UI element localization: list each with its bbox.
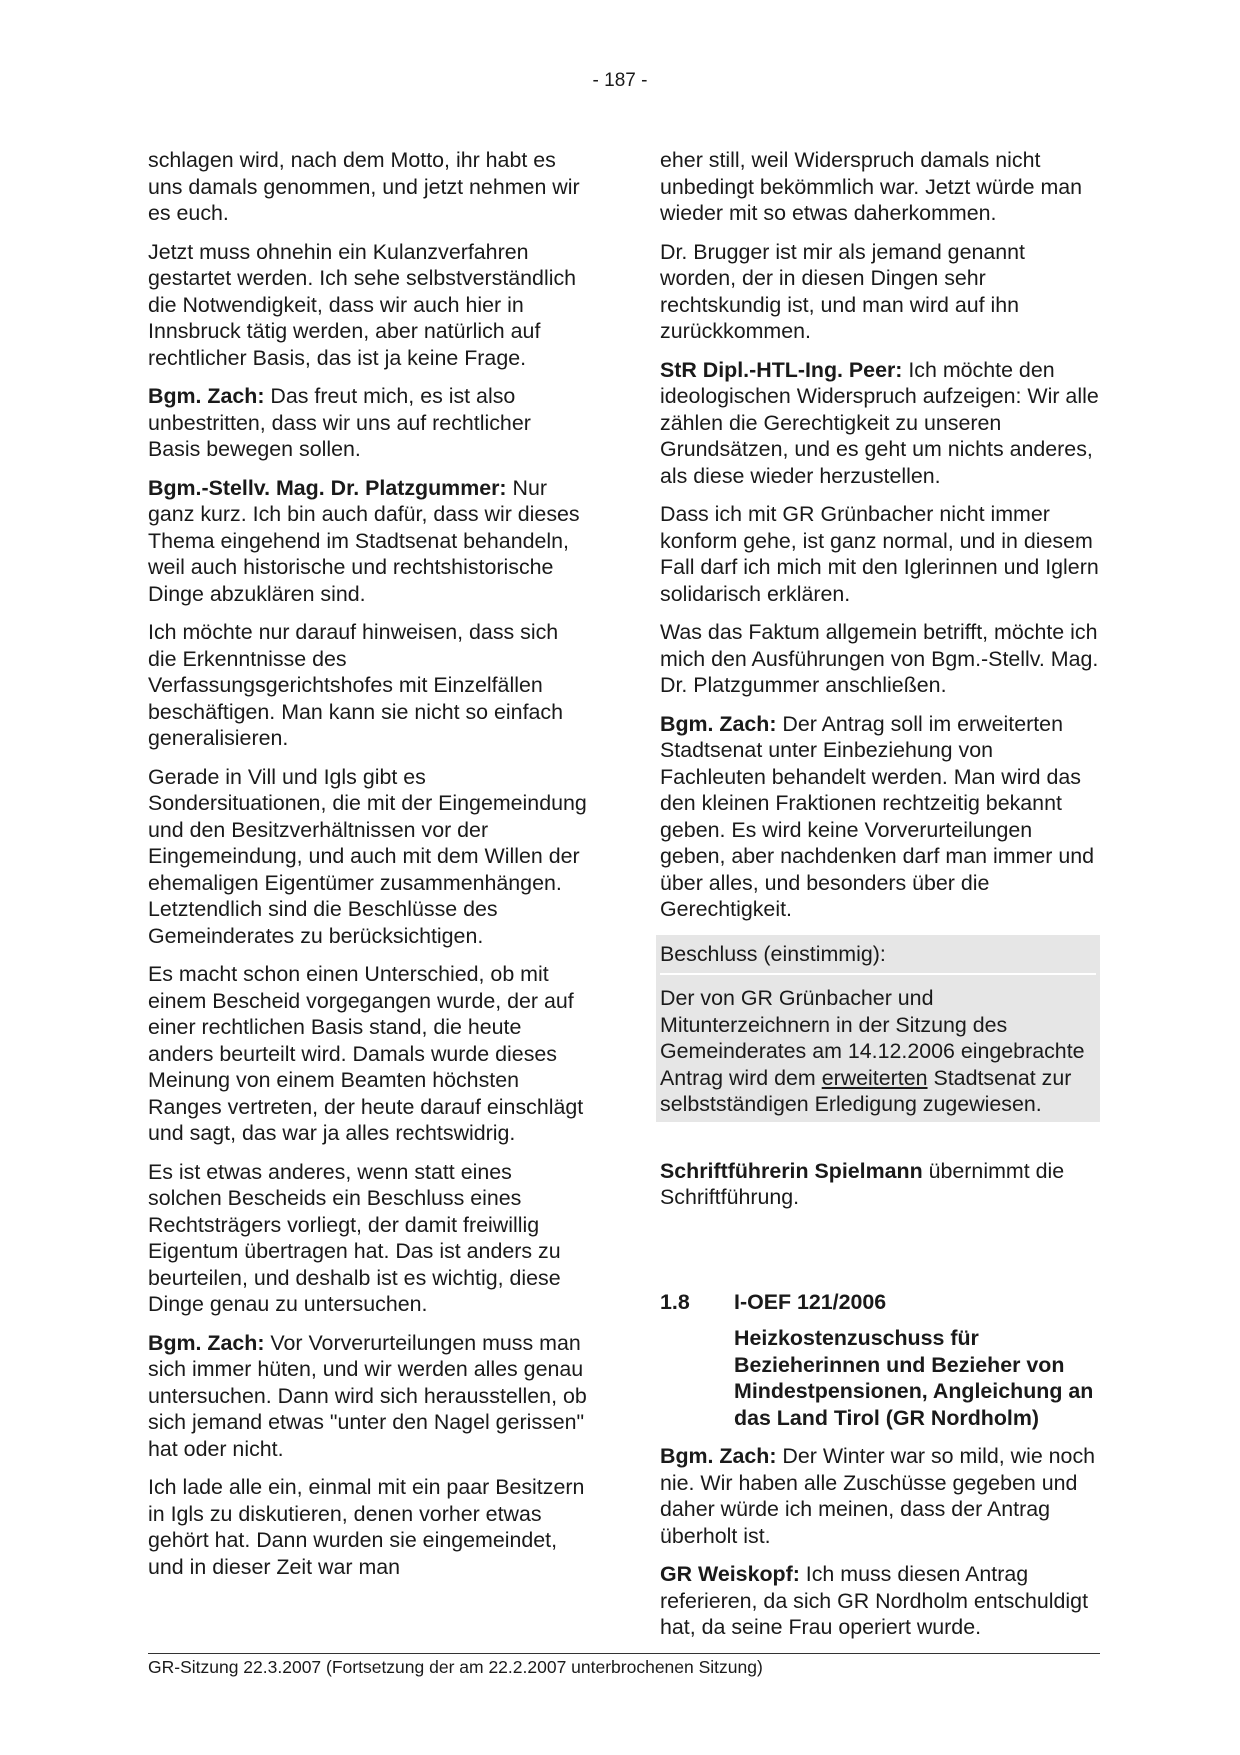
- speech-text: Der Antrag soll im erweiterten Stadtsenat unter Einbeziehung von Fachleuten behandelt werden. Man wird das den kleinen Fraktionen rechtzeitig bekannt geben. Es wird keine Vorverurteilungen geben, aber nachdenken darf man immer und über alles, und besonders über die Gerechtigkeit.: [660, 711, 1095, 921]
- speech-text: Vor Vorverurteilungen muss man sich immer hüten, und wir werden alles genau untersuchen. Dann wird sich herausstellen, ob sich jemand etwas "unter den Nagel gerissen" hat oder nicht.: [148, 1330, 587, 1461]
- agenda-code: I-OEF 121/2006: [734, 1289, 887, 1314]
- speaker-name: Bgm. Zach:: [660, 711, 777, 736]
- paragraph: Ich lade alle ein, einmal mit ein paar Besitzern in Igls zu diskutieren, denen vorher etwas gehört hat. Dann wurden sie eingemeindet, und in dieser Zeit war man: [148, 1475, 585, 1579]
- speech-paragraph: [660, 1561, 1100, 1641]
- agenda-item: [660, 1289, 1100, 1432]
- right-column: [660, 147, 1100, 1653]
- paragraph: eher still, weil Widerspruch damals nicht unbedingt bekömmlich war. Jetzt würde man wieder mit so etwas daherkommen.: [660, 148, 1083, 225]
- speech-text: Der Winter war so mild, wie noch nie. Wir haben alle Zuschüsse gegeben und daher würde ich meinen, dass der Antrag überholt ist.: [660, 1444, 1096, 1548]
- footer-divider: [148, 1653, 1100, 1654]
- speaker-name: Bgm. Zach:: [660, 1444, 777, 1468]
- resolution-text-before: Der von GR Grünbacher und Mitunterzeichnern in der Sitzung des Gemeinderates am 14.12.2006 eingebrachte Antrag wird dem: [660, 986, 1085, 1090]
- paragraph: Dass ich mit GR Grünbacher nicht immer konform gehe, ist ganz normal, und in diesem Fall darf ich mich mit den Iglerinnen und Iglern solidarisch erklären.: [660, 502, 1099, 606]
- paragraph: Ich möchte nur darauf hinweisen, dass sich die Erkenntnisse des Verfassungsgerichtshofes mit Einzelfällen beschäftigen. Man kann sie nicht so einfach generalisieren.: [148, 620, 563, 750]
- speech-paragraph: [660, 357, 1100, 490]
- resolution-text-after: Stadtsenat zur selbstständigen Erledigung zugewiesen.: [660, 1065, 1072, 1116]
- paragraph: Was das Faktum allgemein betrifft, möchte ich mich den Ausführungen von Bgm.-Stellv. Mag. Dr. Platzgummer anschließen.: [660, 620, 1099, 697]
- speaker-name: Schriftführerin Spielmann: [660, 1158, 923, 1183]
- paragraph: Jetzt muss ohnehin ein Kulanzverfahren gestartet werden. Ich sehe selbstverständlich die Notwendigkeit, dass wir auch hier in Innsbruck tätig werden, aber natürlich auf rechtlicher Basis, das ist ja keine Frage.: [148, 239, 577, 370]
- paragraph: Es macht schon einen Unterschied, ob mit einem Bescheid vorgegangen wurde, der auf einer rechtlichen Basis stand, die heute anders beurteilt wird. Damals wurde dieses Meinung von einem Beamten höchsten Ranges vertreten, der heute darauf einschlägt und sagt, das war ja alles rechtswidrig.: [148, 962, 584, 1145]
- speech-paragraph: [148, 1330, 588, 1463]
- paragraph: Es ist etwas anderes, wenn statt eines solchen Bescheids ein Beschluss eines Rechtsträgers vorliegt, der damit freiwillig Eigentum übertragen hat. Das ist anders zu beurteilen, und deshalb ist es wichtig, diese Dinge genau zu untersuchen.: [148, 1159, 561, 1316]
- resolution-box: [656, 935, 1100, 1122]
- speech-paragraph: [148, 475, 588, 608]
- left-column: [148, 147, 588, 1592]
- resolution-underlined-word: erweiterten: [821, 1065, 928, 1090]
- paragraph: Gerade in Vill und Igls gibt es Sondersituationen, die mit der Eingemeindung und den Besitzverhältnissen vor der Eingemeindung, und auch mit dem Willen der ehemaligen Eigentümer zusammenhängen. Letztendlich sind die Beschlüsse des Gemeinderates zu berücksichtigen.: [148, 764, 587, 948]
- speech-paragraph: [660, 1158, 1100, 1211]
- speech-paragraph: [660, 711, 1100, 923]
- speech-text: übernimmt die Schriftführung.: [660, 1158, 1065, 1209]
- agenda-title: Heizkostenzuschuss für Bezieherinnen und Bezieher von Mindestpensionen, Angleichung an das Land Tirol (GR Nordholm): [734, 1326, 1094, 1430]
- paragraph: schlagen wird, nach dem Motto, ihr habt es uns damals genommen, und jetzt nehmen wir es euch.: [148, 148, 580, 225]
- resolution-text: [660, 985, 1096, 1118]
- speaker-name: Bgm. Zach:: [148, 384, 265, 408]
- speaker-name: Bgm. Zach:: [148, 1330, 265, 1355]
- speech-paragraph: [148, 383, 588, 463]
- agenda-number: 1.8: [660, 1289, 690, 1314]
- speech-text: Nur ganz kurz. Ich bin auch dafür, dass wir dieses Thema eingehend im Stadtsenat behandeln, weil auch historische und rechtshistorische Dinge abzuklären sind.: [148, 475, 580, 606]
- speech-text: Das freut mich, es ist also unbestritten, dass wir uns auf rechtlicher Basis bewegen sollen.: [148, 384, 531, 461]
- speech-text: Ich möchte den ideologischen Widerspruch aufzeigen: Wir alle zählen die Gerechtigkeit zu unseren Grundsätzen, und es geht um nichts anderes, als diese wieder herzustellen.: [660, 357, 1099, 488]
- resolution-title: Beschluss (einstimmig):: [660, 941, 1096, 976]
- speaker-name: GR Weiskopf:: [660, 1562, 800, 1586]
- speech-paragraph: [660, 1443, 1100, 1549]
- page-number: - 187 -: [592, 70, 648, 91]
- paragraph: Dr. Brugger ist mir als jemand genannt worden, der in diesen Dingen sehr rechtskundig ist, und man wird auf ihn zurückkommen.: [660, 239, 1025, 343]
- speaker-name: StR Dipl.-HTL-Ing. Peer:: [660, 357, 903, 382]
- speech-text: Ich muss diesen Antrag referieren, da sich GR Nordholm entschuldigt hat, da seine Frau operiert wurde.: [660, 1562, 1089, 1639]
- page-footer: GR-Sitzung 22.3.2007 (Fortsetzung der am 22.2.2007 unterbrochenen Sitzung): [148, 1657, 763, 1677]
- speaker-name: Bgm.-Stellv. Mag. Dr. Platzgummer:: [148, 475, 507, 500]
